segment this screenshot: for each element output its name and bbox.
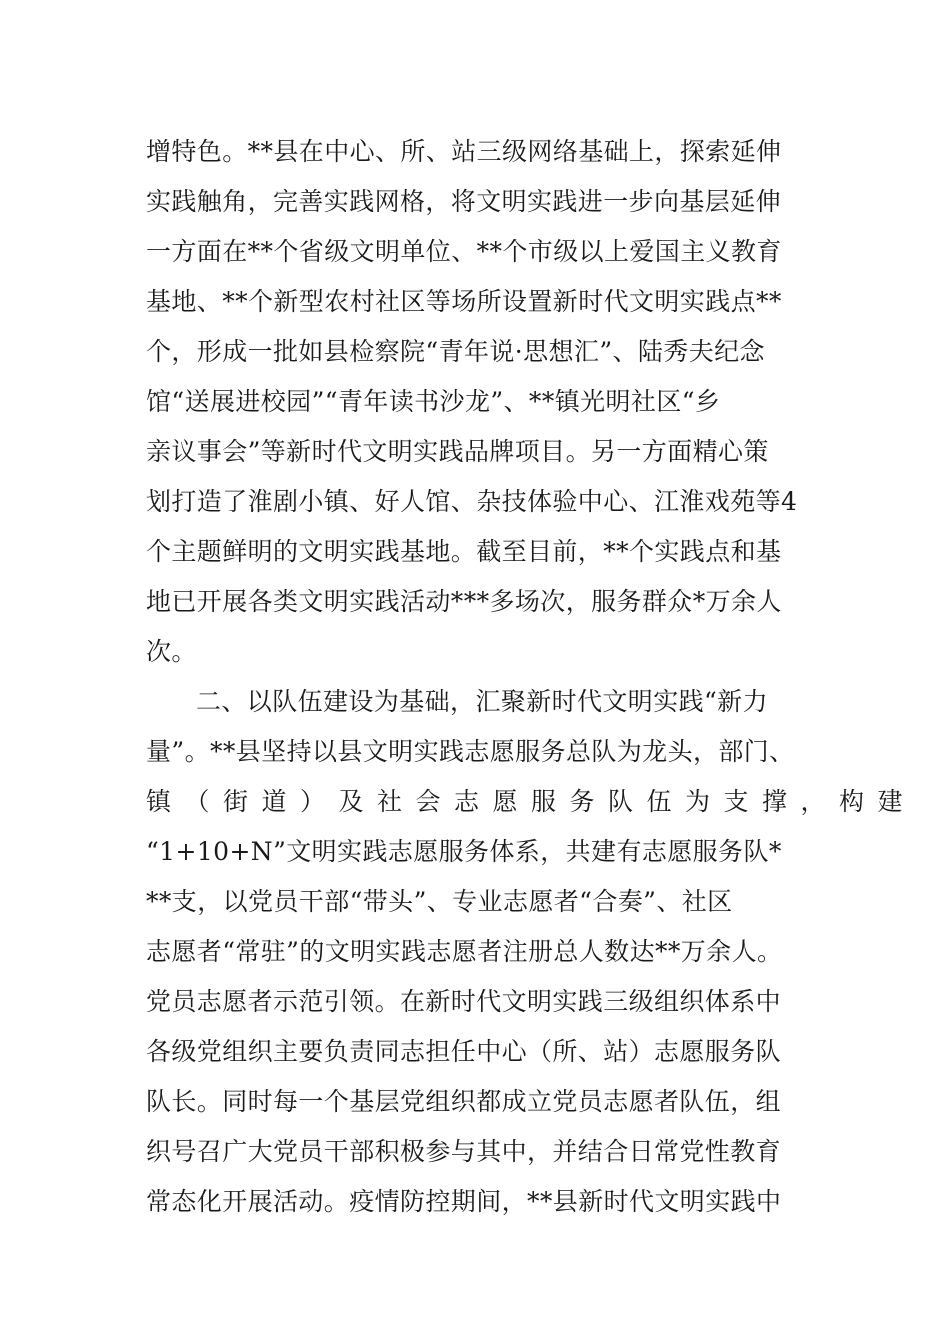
- text-line: 镇（街道）及社会志愿服务队伍为支撑，构建: [146, 787, 917, 816]
- text-line: 织号召广大党员干部积极参与其中，并结合日常党性教育: [146, 1137, 782, 1166]
- text-line: 地已开展各类文明实践活动***多场次，服务群众*万余人: [146, 587, 782, 616]
- text-line: 实践触角，完善实践网格，将文明实践进一步向基层延伸: [146, 187, 782, 216]
- text-line: 志愿者“常驻”的文明实践志愿者注册总人数达**万余人。: [146, 937, 783, 966]
- section-heading-line: 二、以队伍建设为基础，汇聚新时代文明实践“新力: [196, 687, 768, 716]
- text-line: 一方面在**个省级文明单位、**个市级以上爱国主义教育: [146, 237, 782, 266]
- text-line: 量”。**县坚持以县文明实践志愿服务总队为龙头，部门、: [146, 737, 795, 766]
- text-line: 馆“送展进校园”“青年读书沙龙”、**镇光明社区“乡: [146, 387, 721, 416]
- text-line: “1+10+N”文明实践志愿服务体系，共建有志愿服务队*: [146, 837, 782, 866]
- text-line: 基地、**个新型农村社区等场所设置新时代文明实践点**: [146, 287, 782, 316]
- text-line: 划打造了淮剧小镇、好人馆、杂技体验中心、江淮戏苑等4: [146, 487, 798, 516]
- text-line: 亲议事会”等新时代文明实践品牌项目。另一方面精心策: [146, 437, 769, 466]
- text-line: **支，以党员干部“带头”、专业志愿者“合奏”、社区: [146, 887, 733, 916]
- text-line: 增特色。**县在中心、所、站三级网络基础上，探索延伸: [146, 137, 782, 166]
- text-line: 个主题鲜明的文明实践基地。截至目前，**个实践点和基: [146, 537, 782, 566]
- text-line: 各级党组织主要负责同志担任中心（所、站）志愿服务队: [146, 1037, 782, 1066]
- text-line: 常态化开展活动。疫情防控期间，**县新时代文明实践中: [146, 1187, 782, 1216]
- text-line: 个，形成一批如县检察院“青年说·思想汇”、陆秀夫纪念: [146, 337, 765, 366]
- text-line: 次。: [146, 637, 197, 666]
- text-line: 队长。同时每一个基层党组织都成立党员志愿者队伍，组: [146, 1087, 782, 1116]
- text-line: 党员志愿者示范引领。在新时代文明实践三级组织体系中: [146, 987, 782, 1016]
